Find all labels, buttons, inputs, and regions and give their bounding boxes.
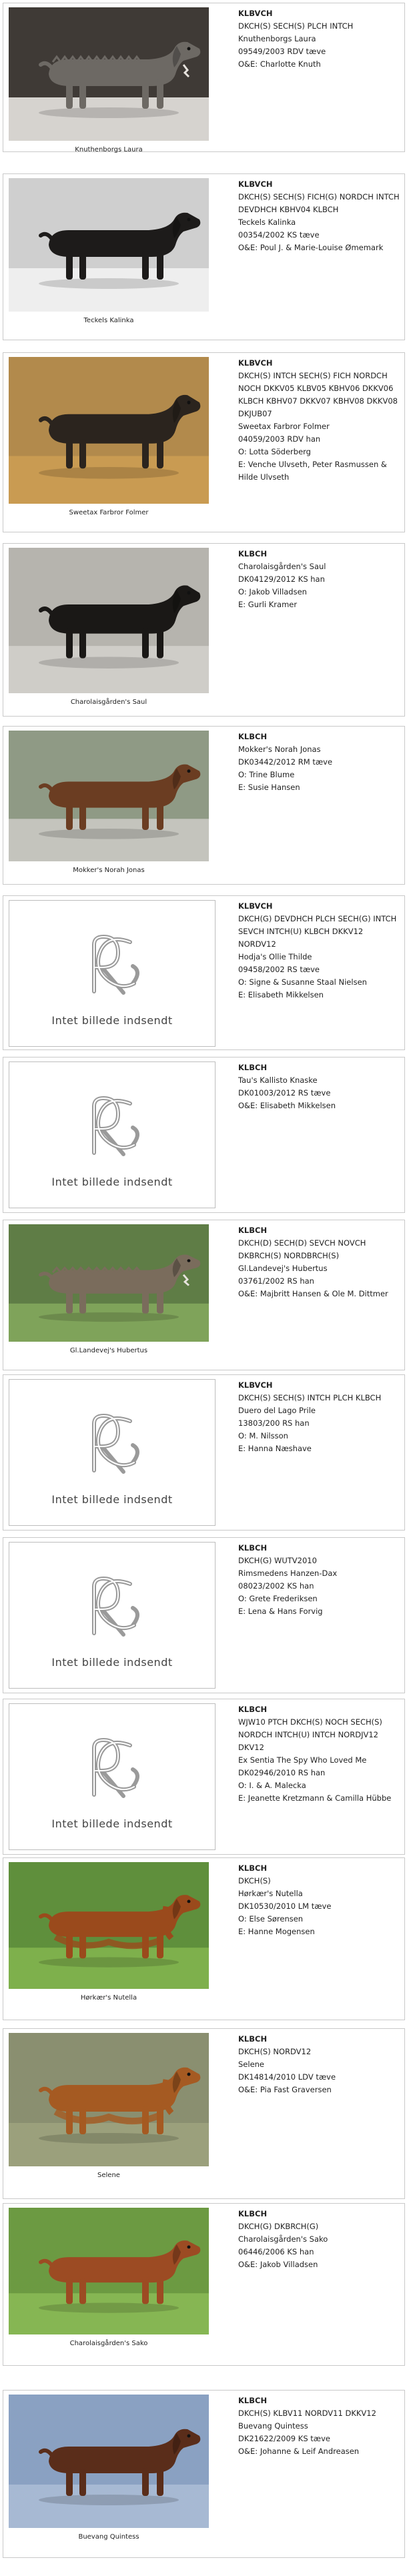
club-logo-icon xyxy=(69,1092,155,1162)
dog-entry xyxy=(3,1057,405,1213)
detail-line: Hodja's Ollie Thilde xyxy=(238,952,312,961)
dog-details xyxy=(238,1703,401,1805)
dog-details xyxy=(238,1379,401,1455)
dog-entry xyxy=(3,1374,405,1531)
dog-details xyxy=(238,1862,401,1938)
detail-line: O&E: Johanne & Leif Andreasen xyxy=(238,2447,360,2456)
detail-line: DK02946/2010 RS han xyxy=(238,1768,326,1777)
photo-caption: Charolaisgården's Saul xyxy=(70,699,147,706)
detail-line: DKCH(S) xyxy=(238,1876,271,1885)
club-logo-icon xyxy=(69,1409,155,1479)
detail-line: 04059/2003 RDV han xyxy=(238,434,321,444)
detail-line: DKCH(D) SECH(D) SEVCH NOVCH DKBRCH(S) NORDBRCH(S) xyxy=(238,1238,366,1260)
detail-line: Knuthenborgs Laura xyxy=(238,34,316,43)
champion-title: KLBCH xyxy=(238,2396,268,2405)
no-image-placeholder xyxy=(9,1061,216,1208)
no-image-text: Intet billede indsendt xyxy=(51,1817,173,1830)
detail-line: Teckels Kalinka xyxy=(238,218,296,227)
detail-line: E: Venche Ulvseth, Peter Rasmussen & Hilde Ulvseth xyxy=(238,460,387,482)
champion-title: KLBVCH xyxy=(238,179,273,189)
detail-line: O&E: Majbritt Hansen & Ole M. Dittmer xyxy=(238,1289,388,1298)
detail-line: DKCH(S) SECH(S) FICH(G) NORDCH INTCH DEVDHCH KBHV04 KLBCH xyxy=(238,192,400,214)
detail-line: DK04129/2012 KS han xyxy=(238,574,325,584)
dog-details xyxy=(238,1061,401,1112)
photo-caption: Hørkær's Nutella xyxy=(80,1994,137,2002)
detail-line: 03761/2002 RS han xyxy=(238,1276,314,1286)
club-logo-icon xyxy=(69,930,155,1000)
smooth-dachshund-photo[interactable] xyxy=(9,178,209,312)
dog-details xyxy=(238,900,401,1001)
champion-title: KLBCH xyxy=(238,549,268,558)
detail-line: O&E: Jakob Villadsen xyxy=(238,2260,318,2269)
no-image-placeholder xyxy=(9,900,216,1047)
detail-line: Selene xyxy=(238,2060,265,2069)
club-logo-icon xyxy=(69,1733,155,1803)
champion-title: KLBCH xyxy=(238,1705,268,1714)
detail-line: Tau's Kallisto Knaske xyxy=(238,1076,318,1085)
photo-caption: Mokker's Norah Jonas xyxy=(73,867,145,874)
detail-line: E: Jeanette Kretzmann & Camilla Hübbe xyxy=(238,1793,392,1803)
dog-entry xyxy=(3,1857,405,2020)
no-image-placeholder xyxy=(9,1703,216,1850)
detail-line: O: Lotta Söderberg xyxy=(238,447,311,456)
champion-title: KLBCH xyxy=(238,2034,268,2044)
detail-line: DK01003/2012 RS tæve xyxy=(238,1088,331,1098)
detail-line: DK14814/2010 LDV tæve xyxy=(238,2072,336,2082)
dog-entry xyxy=(3,2390,405,2558)
detail-line: 09458/2002 RS tæve xyxy=(238,965,320,974)
dog-entry xyxy=(3,1220,405,1370)
smooth-dachshund-photo[interactable] xyxy=(9,548,209,693)
detail-line: O: Jakob Villadsen xyxy=(238,587,307,596)
detail-line: DKCH(S) KLBV11 NORDV11 DKKV12 xyxy=(238,2409,376,2418)
detail-line: E: Susie Hansen xyxy=(238,783,300,792)
detail-line: DK03442/2012 RM tæve xyxy=(238,757,333,767)
detail-line: O&E: Pia Fast Graversen xyxy=(238,2085,332,2094)
photo-caption: Charolaisgården's Sako xyxy=(69,2340,148,2347)
no-image-placeholder xyxy=(9,1379,216,1526)
detail-line: 13803/200 RS han xyxy=(238,1418,310,1428)
detail-line: Mokker's Norah Jonas xyxy=(238,745,321,754)
longhaired-dachshund-photo[interactable] xyxy=(9,2033,209,2166)
detail-line: O&E: Charlotte Knuth xyxy=(238,59,321,69)
detail-line: O: Trine Blume xyxy=(238,770,295,779)
detail-line: O&E: Elisabeth Mikkelsen xyxy=(238,1101,336,1110)
dog-entry xyxy=(3,895,405,1050)
champion-title: KLBCH xyxy=(238,1863,268,1873)
detail-line: 06446/2006 KS han xyxy=(238,2247,314,2256)
smooth-dachshund-photo[interactable] xyxy=(9,2208,209,2334)
detail-line: E: Gurli Kramer xyxy=(238,600,298,609)
detail-line: Sweetax Farbror Folmer xyxy=(238,422,330,431)
no-image-text: Intet billede indsendt xyxy=(51,1656,173,1669)
detail-line: 08023/2002 KS han xyxy=(238,1581,314,1591)
detail-line: E: Lena & Hans Forvig xyxy=(238,1607,323,1616)
detail-line: WJW10 PTCH DKCH(S) NOCH SECH(S) NORDCH INTCH(U) INTCH NORDJV12 DKV12 xyxy=(238,1717,382,1752)
detail-line: O: I. & A. Malecka xyxy=(238,1781,306,1790)
champion-title: KLBVCH xyxy=(238,901,273,911)
champion-title: KLBVCH xyxy=(238,1380,273,1390)
detail-line: Gl.Landevej's Hubertus xyxy=(238,1264,328,1273)
dog-details xyxy=(238,731,401,794)
photo-caption: Sweetax Farbror Folmer xyxy=(69,509,149,516)
dog-details xyxy=(238,2033,401,2096)
detail-line: O&E: Poul J. & Marie-Louise Ømemark xyxy=(238,243,384,252)
dog-entry xyxy=(3,543,405,717)
dog-details xyxy=(238,357,401,484)
dog-details xyxy=(238,178,401,254)
detail-line: O: M. Nilsson xyxy=(238,1431,288,1440)
no-image-placeholder xyxy=(9,1542,216,1689)
champion-title: KLBVCH xyxy=(238,358,273,368)
smooth-dachshund-photo[interactable] xyxy=(9,2395,209,2528)
detail-line: Duero del Lago Prile xyxy=(238,1406,316,1415)
detail-line: Rimsmedens Hanzen-Dax xyxy=(238,1569,338,1578)
dog-entry xyxy=(3,173,405,340)
photo-caption: Buevang Quintess xyxy=(78,2533,139,2541)
wirehaired-dachshund-photo[interactable] xyxy=(9,7,209,141)
detail-line: 09549/2003 RDV tæve xyxy=(238,47,326,56)
detail-line: Ex Sentia The Spy Who Loved Me xyxy=(238,1755,367,1765)
detail-line: E: Hanna Næshave xyxy=(238,1444,312,1453)
detail-line: DKCH(S) SECH(S) PLCH INTCH xyxy=(238,21,354,31)
detail-line: O: Else Sørensen xyxy=(238,1914,304,1923)
champion-title: KLBCH xyxy=(238,2209,268,2218)
detail-line: DK10530/2010 LM tæve xyxy=(238,1901,332,1911)
detail-line: O: Grete Frederiksen xyxy=(238,1594,318,1603)
photo-caption: Gl.Landevej's Hubertus xyxy=(69,1347,148,1354)
dog-details xyxy=(238,2208,401,2271)
no-image-text: Intet billede indsendt xyxy=(51,1176,173,1188)
photo-caption: Selene xyxy=(97,2172,120,2179)
detail-line: DKCH(S) INTCH SECH(S) FICH NORDCH NOCH DKKV05 KLBV05 KBHV06 DKKV06 KLBCH KBHV07 DKKV07 KBHV08 DKKV08 DKJUB07 xyxy=(238,371,398,418)
detail-line: O: Signe & Susanne Staal Nielsen xyxy=(238,977,367,987)
champion-title: KLBCH xyxy=(238,1063,268,1072)
detail-line: DKCH(S) NORDV12 xyxy=(238,2047,312,2056)
detail-line: Charolaisgården's Saul xyxy=(238,562,326,571)
dog-details xyxy=(238,2395,401,2458)
detail-line: DKCH(G) WUTV2010 xyxy=(238,1556,317,1565)
champion-title: KLBVCH xyxy=(238,9,273,18)
dog-entry xyxy=(3,3,405,152)
detail-line: 00354/2002 KS tæve xyxy=(238,230,320,240)
detail-line: Charolaisgården's Sako xyxy=(238,2234,328,2244)
dog-details xyxy=(238,1224,401,1300)
detail-line: DKCH(G) DEVDHCH PLCH SECH(G) INTCH SEVCH INTCH(U) KLBCH DKKV12 NORDV12 xyxy=(238,914,397,949)
dog-entry xyxy=(3,2028,405,2199)
smooth-dachshund-photo[interactable] xyxy=(9,731,209,861)
champion-title: KLBCH xyxy=(238,1543,268,1553)
detail-line: Buevang Quintess xyxy=(238,2421,308,2431)
dog-entry xyxy=(3,2203,405,2366)
dog-entry xyxy=(3,352,405,532)
club-logo-icon xyxy=(69,1572,155,1642)
dog-entry xyxy=(3,726,405,885)
wirehaired-dachshund-photo[interactable] xyxy=(9,1224,209,1342)
dog-entry xyxy=(3,1537,405,1693)
show-ring-dachshund-photo[interactable] xyxy=(9,357,209,504)
dog-details xyxy=(238,7,401,71)
no-image-text: Intet billede indsendt xyxy=(51,1493,173,1506)
detail-line: E: Elisabeth Mikkelsen xyxy=(238,990,324,999)
champion-title: KLBCH xyxy=(238,1226,268,1235)
no-image-text: Intet billede indsendt xyxy=(51,1014,173,1027)
detail-line: DKCH(G) DKBRCH(G) xyxy=(238,2222,319,2231)
longhaired-dachshund-photo[interactable] xyxy=(9,1862,209,1989)
dog-details xyxy=(238,548,401,611)
detail-line: DKCH(S) SECH(S) INTCH PLCH KLBCH xyxy=(238,1393,382,1402)
photo-caption: Teckels Kalinka xyxy=(83,317,134,324)
dog-details xyxy=(238,1542,401,1618)
detail-line: Hørkær's Nutella xyxy=(238,1889,303,1898)
photo-caption: Knuthenborgs Laura xyxy=(75,146,143,153)
detail-line: E: Hanne Mogensen xyxy=(238,1927,315,1936)
dog-entry xyxy=(3,1699,405,1855)
champion-title: KLBCH xyxy=(238,732,268,741)
detail-line: DK21622/2009 KS tæve xyxy=(238,2434,330,2443)
